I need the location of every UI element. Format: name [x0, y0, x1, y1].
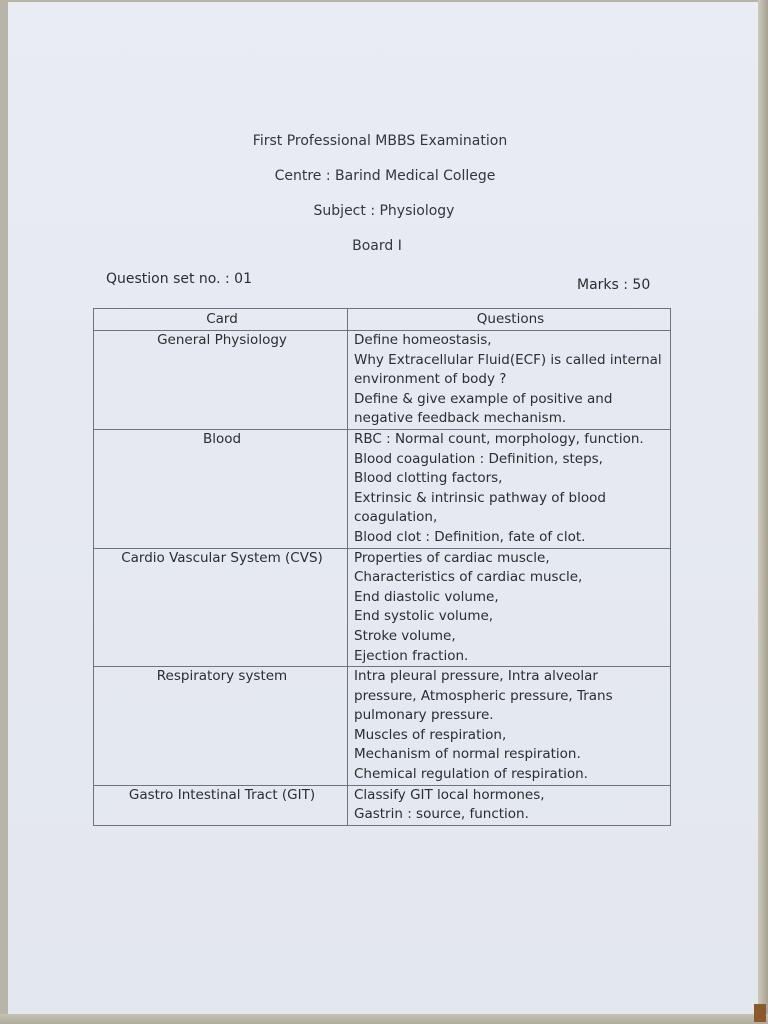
table-row — [94, 548, 671, 667]
subject-line: Subject : Physiology — [313, 203, 455, 219]
exam-title: First Professional MBBS Examination — [252, 133, 508, 149]
question-line: Muscles of respiration, — [354, 726, 507, 743]
total-marks: Marks : 50 — [577, 277, 651, 293]
question-line: negative feedback mechanism. — [354, 410, 567, 427]
question-line: Properties of cardiac muscle, — [354, 549, 550, 566]
question-table — [93, 308, 671, 826]
question-line: End systolic volume, — [354, 608, 494, 625]
corner-mark — [754, 1004, 766, 1022]
question-line: Ejection fraction. — [354, 647, 469, 664]
question-set-number: Question set no. : 01 — [106, 271, 252, 287]
question-line: pressure, Atmospheric pressure, Trans — [354, 687, 613, 704]
question-line: Gastrin : source, function. — [354, 806, 529, 823]
question-line: Blood clotting factors, — [354, 470, 503, 487]
table-row — [94, 785, 671, 825]
board-line: Board I — [352, 238, 402, 254]
header-card: Card — [94, 309, 348, 331]
question-line: Intra pleural pressure, Intra alveolar — [354, 668, 598, 685]
table-header-row — [94, 309, 671, 331]
questions-cell — [348, 331, 671, 430]
header-questions: Questions — [348, 309, 671, 331]
table-row — [94, 667, 671, 786]
table-surface — [0, 1014, 768, 1024]
question-line: environment of body ? — [354, 371, 507, 388]
question-line: RBC : Normal count, morphology, function. — [354, 430, 644, 447]
question-line: Stroke volume, — [354, 627, 456, 644]
questions-cell — [348, 548, 671, 667]
question-line: End diastolic volume, — [354, 588, 499, 605]
questions-cell — [348, 429, 671, 548]
table-row — [94, 429, 671, 548]
question-line: Define homeostasis, — [354, 332, 492, 348]
questions-cell — [348, 667, 671, 786]
question-line: Blood coagulation : Definition, steps, — [354, 450, 603, 467]
centre-line: Centre : Barind Medical College — [274, 168, 496, 184]
question-line: Extrinsic & intrinsic pathway of blood — [354, 489, 606, 506]
card-topic: General Physiology — [94, 331, 348, 430]
questions-cell — [348, 785, 671, 825]
card-topic: Cardio Vascular System (CVS) — [94, 548, 348, 667]
question-line: Blood clot : Definition, fate of clot. — [354, 528, 586, 545]
card-topic: Respiratory system — [94, 667, 348, 786]
card-topic: Blood — [94, 429, 348, 548]
table-row — [94, 331, 671, 430]
table-body — [94, 331, 671, 826]
question-line: pulmonary pressure. — [354, 707, 494, 724]
question-line: Define & give example of positive and — [354, 390, 613, 407]
card-topic: Gastro Intestinal Tract (GIT) — [94, 785, 348, 825]
question-line: Classify GIT local hormones, — [354, 786, 545, 803]
question-line: Why Extracellular Fluid(ECF) is called internal — [354, 351, 662, 368]
question-line: Characteristics of cardiac muscle, — [354, 569, 583, 586]
question-line: Chemical regulation of respiration. — [354, 766, 588, 783]
paper-edge-shadow — [758, 0, 768, 1024]
question-line: Mechanism of normal respiration. — [354, 746, 581, 763]
question-line: coagulation, — [354, 509, 438, 526]
